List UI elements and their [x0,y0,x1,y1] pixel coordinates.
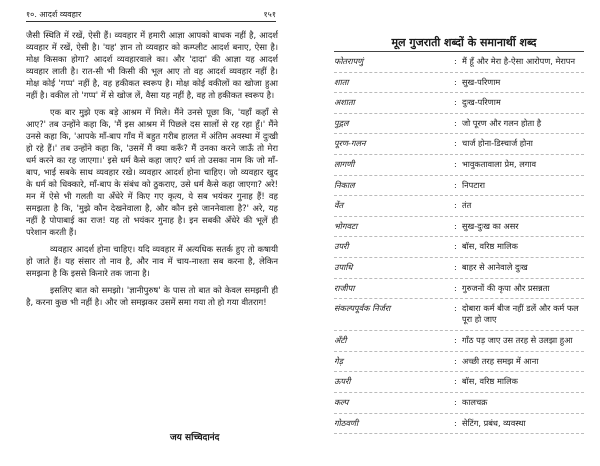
glossary-row [334,299,584,331]
separator-colon: : [454,179,457,190]
glossary-term: लागणी [334,158,355,169]
glossary-term: राजीपा [334,282,355,293]
glossary-term: कल्प [334,396,349,407]
glossary-term: अँटी [334,335,347,346]
glossary-row [334,176,584,197]
glossary-meaning: गाँठ पड़ जाए उस तरह से उलझा हुआ [462,335,573,346]
separator-colon: : [454,117,457,128]
body-text [26,29,278,313]
glossary-term: अशाता [334,97,355,108]
glossary-term: गेड़ [334,355,343,366]
separator-colon: : [454,200,457,211]
glossary-meaning: दुःख-परिणाम [462,97,501,108]
separator-colon: : [454,303,457,314]
glossary-meaning: चार्ज होना-डिस्चार्ज होना [462,138,533,149]
paragraph: व्यवहार आदर्श होना चाहिए। यदि व्यवहार में अत्यधिक सतर्क हुए तो कषायी हो जाते हैं। यह संसार तो नाव है, और नाव में चाय-नाश्ता सब करना है, लेकिन समझना है कि इससे किनारे तक जाना है। [26,244,278,278]
glossary-row [334,196,584,217]
separator-colon: : [454,376,457,387]
glossary-meaning: जो पूरण और गलन होता है [462,117,542,128]
paragraph: एक बार मुझे एक बड़े आश्रम में मिले। मैंने उनसे पूछा कि, 'यहाँ कहाँ से आए?' तब उन्होंने कहा कि, 'मैं इस आश्रम में पिछले दस सालों से रह रहा हूँ।' मैंने उनसे कहा कि, 'आपके माँ-बाप गाँव में बहुत गरीब हालत में अंतिम अवस्था में दुःखी हो रहे हैं।' तब उन्होंने कहा कि, 'उसमें मैं क्या करूँ? मैं उनका करने जाऊँ तो मेरा धर्म करने का रह जाएगा।' इसे धर्म कैसे कहा जाए? धर्म तो उसका नाम कि जो माँ-बाप, भाई सबके साथ व्यवहार रखे। व्यवहार आदर्श होना चाहिए। जो व्यवहार खुद के धर्म को धिक्कारे, माँ-बाप के संबंध को ठुकराए, उसे धर्म कैसे कहा जाएगा? अरे! मन में ऐसे भी गलती या अँधेरे में किए गए कृत्य, ये सब भयंकर गुनाह हैं! वह समझता है कि, 'मुझे कौन देखनेवाला है, और कौन इसे जाननेवाला है?' अरे, यह नहीं है पोपाबाई का राज! यह तो भयंकर गुनाह है। इन सबकी अँधेरे की भूलें ही परेशान करती हैं। [26,107,278,237]
glossary-term: पूरण-गलन [334,138,366,149]
glossary-meaning: सुख-दुःख का असर [462,220,519,231]
paragraph: जैसी स्थिति में रखें, ऐसी हैं। व्यवहार में हमारी आज्ञा आपको बाधक नहीं है, आदर्श व्यवहार में रखें, ऐसी है। 'यह' ज्ञान तो व्यवहार को कम्प्लीट आदर्श बनाए, ऐसा है। मोक्ष किसका होगा? आदर्श व्यवहारवाले का। और 'दादा' की आज्ञा यह आदर्श व्यवहार लाती है। रात-सी भी किसी की भूल आए तो वह आदर्श व्यवहार नहीं है। मोक्ष कोई 'गप्प' नहीं है, वह हकीकत स्वरूप है। मोक्ष कोई वकीलों का खोजा हुआ नहीं है। वकील तो 'गप्प' में से खोज लें, वैसा यह नहीं है, वह तो हकीकत स्वरूप है। [26,30,278,100]
glossary-meaning: बाहर से आनेवाले दुःख [462,261,528,272]
separator-colon: : [454,97,457,108]
glossary-title: मूल गुजराती शब्दों के समानार्थी शब्द [391,36,537,49]
separator-colon: : [454,56,457,66]
header-rule [26,21,276,22]
glossary-row [334,93,584,114]
glossary-meaning: दोबारा कर्म बीज नहीं डलें और कर्म फल पूरा हो जाए [462,303,579,325]
glossary-meaning: निपटारा [462,179,486,190]
glossary-meaning: भावुकतावाला प्रेम, लगाव [462,158,537,169]
page-number: १५१ [263,10,276,19]
separator-colon: : [454,241,457,252]
glossary-term: फोतरापणुं [334,56,364,66]
separator-colon: : [454,355,457,366]
glossary-term: भोगवटा [334,220,358,231]
right-page [300,0,600,466]
separator-colon: : [454,396,457,407]
glossary-row [334,237,584,258]
glossary-term: उपरी [334,241,349,252]
separator-colon: : [454,261,457,272]
glossary-term: संकल्पपूर्वक निर्जरा [334,303,391,314]
separator-colon: : [454,158,457,169]
separator-colon: : [454,220,457,231]
glossary-row [334,331,584,352]
glossary-term: शाता [334,76,349,87]
glossary-meaning: अच्छी तरह समझ में आना [462,355,539,366]
closing-salutation: जय सच्चिदानंद [170,433,220,443]
paragraph: इसलिए बात को समझो। 'ज्ञानीपुरुष' के पास तो बात को केवल समझनी ही है, करना कुछ भी नहीं है। और जो समझकर उसमें समा गया तो हो गया वीतराग! [26,285,278,307]
glossary-row [334,414,584,435]
glossary-row [334,393,584,414]
glossary-row [334,372,584,393]
glossary-meaning: सेटिंग, प्रबंध, व्यवस्था [462,417,526,428]
glossary-term: गोठवणी [334,417,359,428]
glossary-row [334,155,584,176]
glossary-table [334,51,584,434]
glossary-row [334,52,584,73]
glossary-row [334,217,584,238]
glossary-meaning: मैं हूँ और मेरा है-ऐसा आरोपण, मेरापन [462,56,576,66]
glossary-meaning: बॉस, वरिष्ठ मालिक [462,241,518,252]
page-label: १०. आदर्श व्यवहार [26,10,82,19]
glossary-term: उपाधि [334,261,353,272]
separator-colon: : [454,282,457,293]
separator-colon: : [454,76,457,87]
glossary-row [334,134,584,155]
separator-colon: : [454,417,457,428]
glossary-row [334,258,584,279]
glossary-row [334,352,584,373]
glossary-meaning: तंत [462,200,472,211]
glossary-term: वेंत [334,200,344,211]
glossary-meaning: बॉस, वरिष्ठ मालिक [462,376,518,387]
glossary-meaning: सुख-परिणाम [462,76,501,87]
glossary-term: निकाल [334,179,355,190]
glossary-term: पुद्गल [334,117,349,128]
separator-colon: : [454,335,457,346]
glossary-meaning: गुरुजनों की कृपा और प्रसन्नता [462,282,550,293]
glossary-row [334,114,584,135]
glossary-row [334,279,584,300]
separator-colon: : [454,138,457,149]
glossary-meaning: कालचक्र [462,396,488,407]
glossary-term: ऊपरी [334,376,351,387]
glossary-row [334,73,584,94]
